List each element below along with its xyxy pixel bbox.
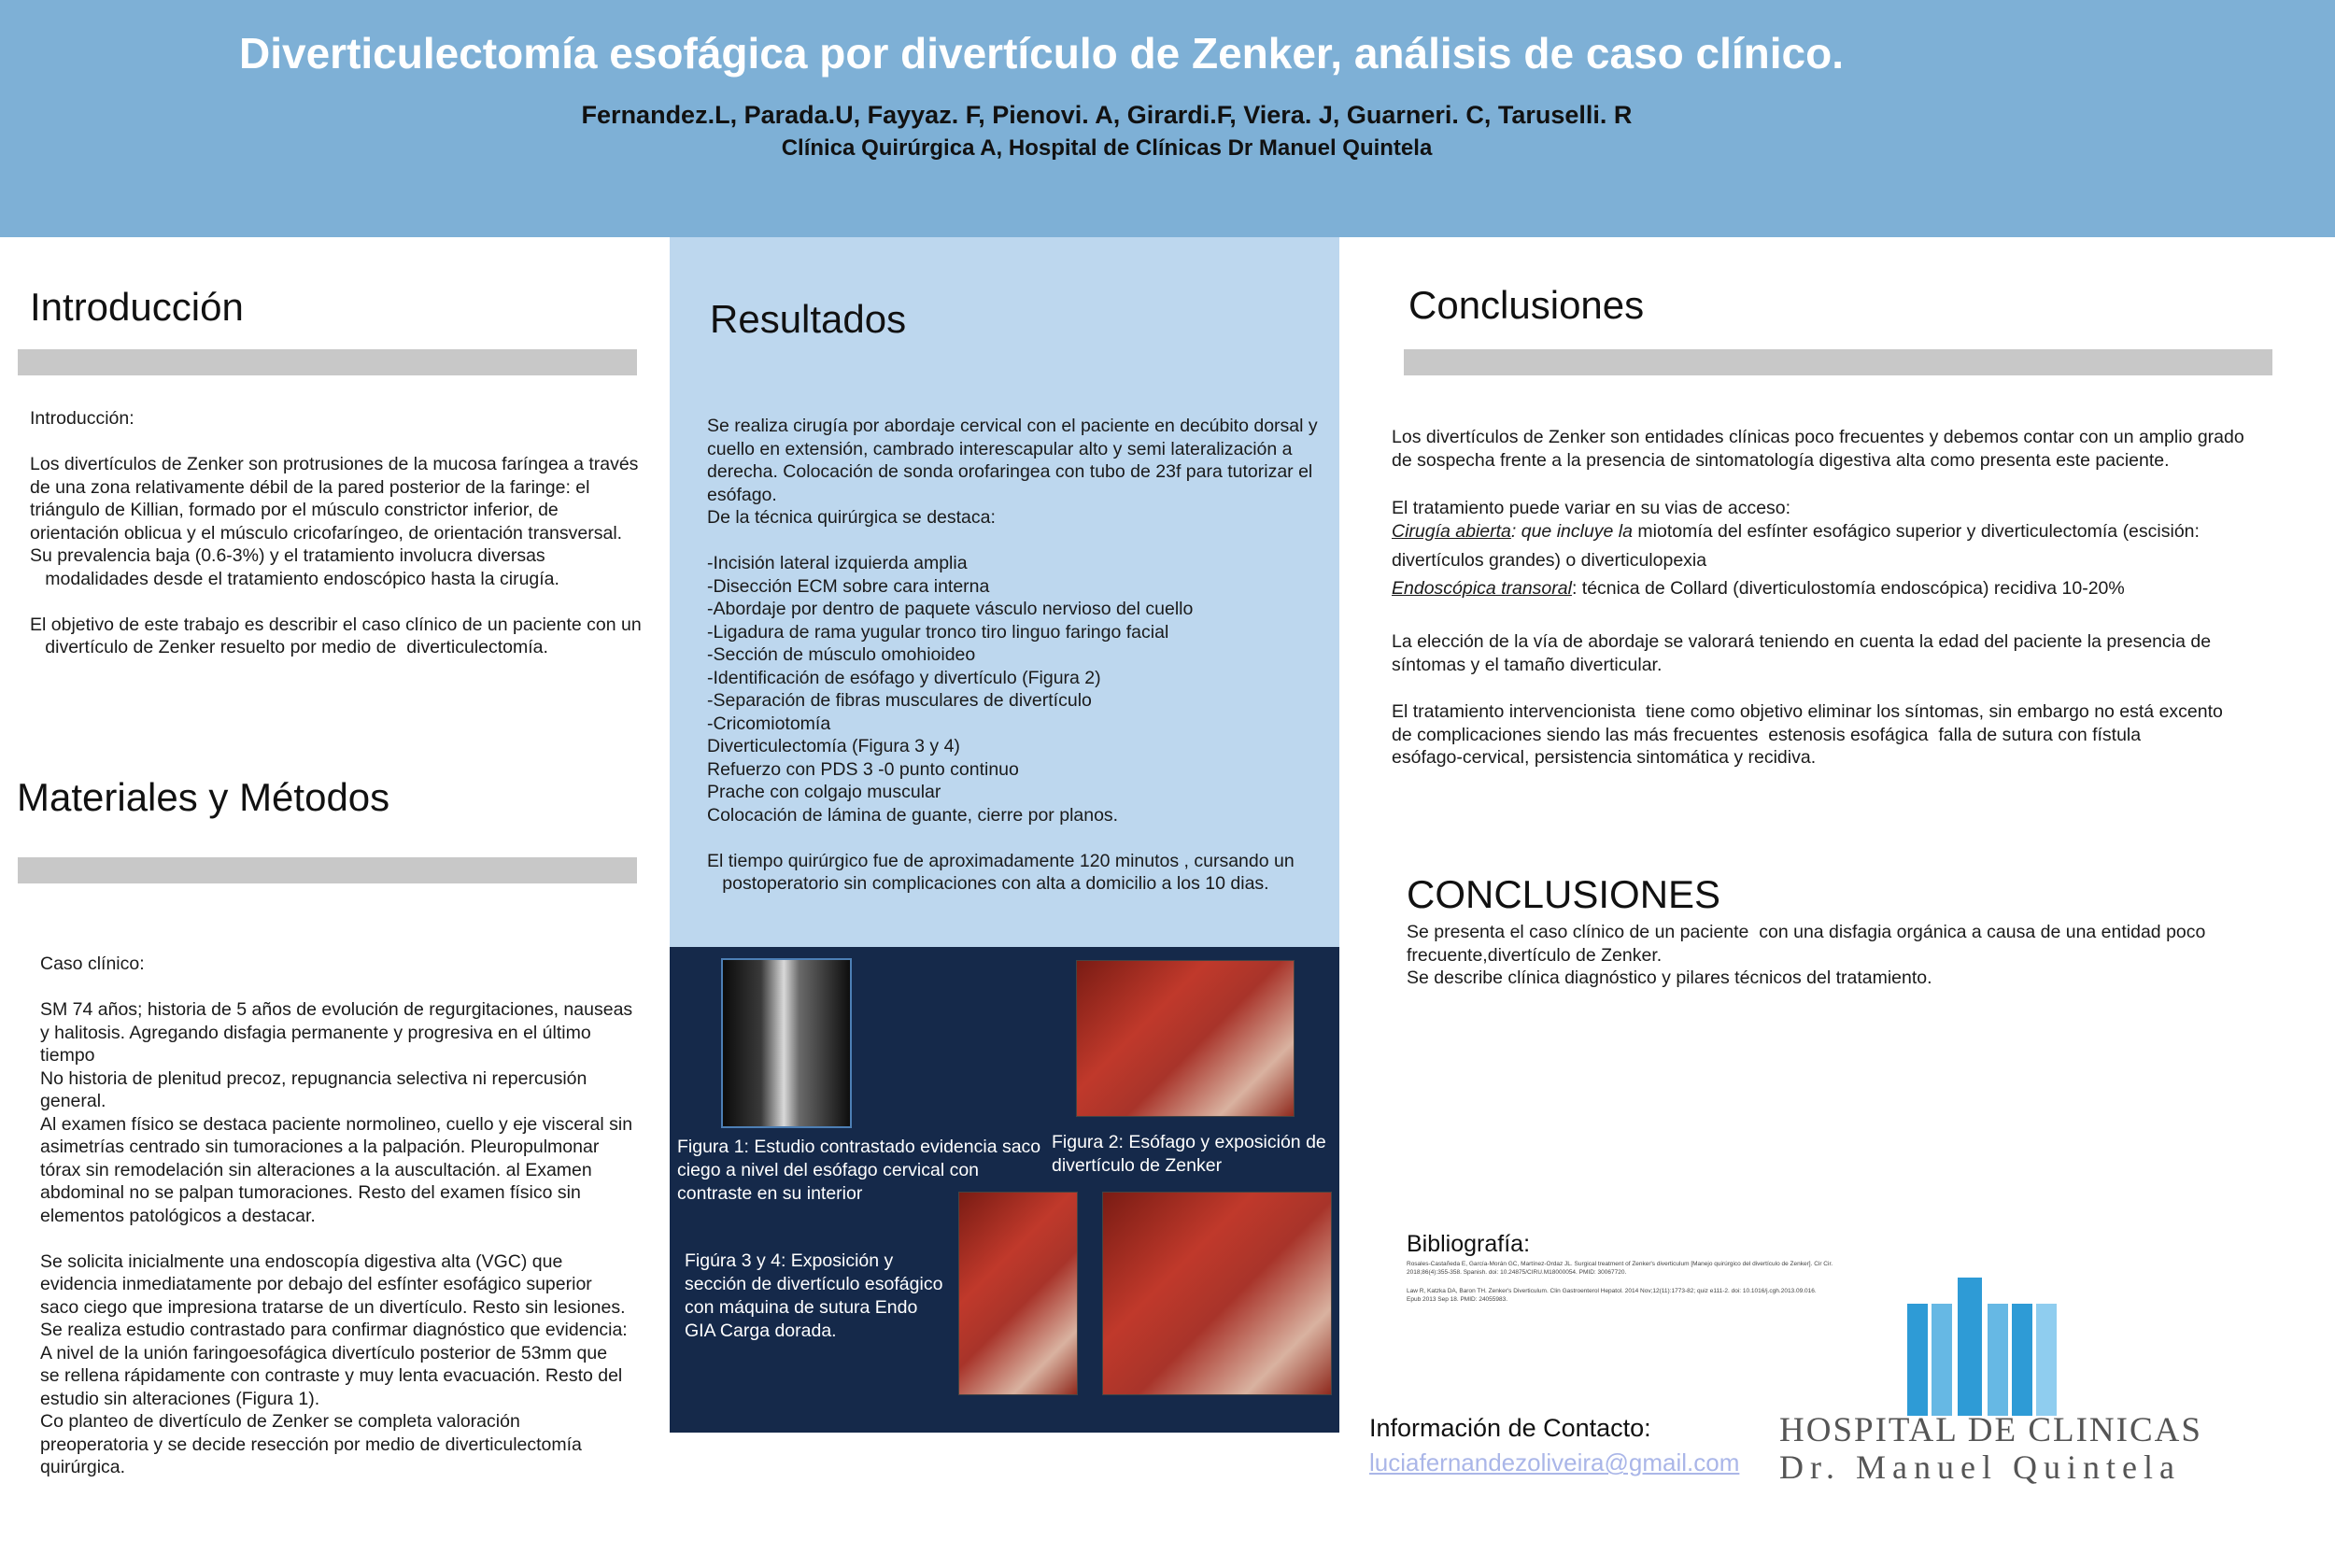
endoscopic-label: Endoscópica transoral [1392,578,1572,599]
conclusions-p4: El tratamiento intervencionista tiene como objetivo eliminar los síntomas, sin embargo no está excento de complicaciones siendo las más frecuentes estenosis esofágica falla de sutura con fístula esófago-cervical, persistencia sintomática y recidiva. [1392,701,2223,768]
results-title: Resultados [710,297,907,341]
contact-title: Información de Contacto: [1369,1414,1651,1442]
conclusions-divider [1404,349,2272,375]
open-surgery-italic: : que incluye la [1510,521,1633,542]
affiliation: Clínica Quirúrgica A, Hospital de Clínicas Dr Manuel Quintela [781,135,1433,161]
methods-divider [18,857,637,883]
figure-4-photo [1102,1192,1332,1395]
logo-text-line-2: Dr. Manuel Quintela [1779,1448,2181,1486]
intro-divider [18,349,637,375]
methods-title: Materiales y Métodos [17,775,390,819]
open-surgery-text: miotomía del esfínter esofágico superior y diverticulectomía (escisión: [1633,521,2200,542]
conclusions-endoscopic [1392,577,2307,600]
results-text: Se realiza cirugía por abordaje cervical con el paciente en decúbito dorsal y cuello en extensión, cambrado interescapular alto y semi lateralización a derecha. Colocación de sonda orofaringea con tubo de 23f para tutorizar el esófago. De la técnica quirúrgica se destaca: -Incisión lateral izquierda amplia -Disección ECM sobre cara interna -Abordaje por dentro de paquete vásculo nervioso del cuello -Ligadura de rama yugular tronco tiro linguo faringo facial -Sección de músculo omohioideo -Identificación de esófago y divertículo (Figura 2) -Separación de fibras musculares de divertículo -Cricomiotomía Diverticulectomía (Figura 3 y 4) Refuerzo con PDS 3 -0 punto continuo Prache con colgajo muscular Colocación de lámina de guante, cierre por planos. El tiempo quirúrgico fue de aproximadamente 120 minutos , cursando un postoperatorio sin complicaciones con alta a domicilio a los 10 dias. [707,416,1318,894]
conclusions-p1: Los divertículos de Zenker son entidades clínicas poco frecuentes y debemos contar con un amplio grado de sospecha frente a la presencia de sintomatología digestiva alta como presenta este paciente. [1392,427,2244,471]
endoscopic-text: : técnica de Collard (diverticulostomía endoscópica) recidiva 10-20% [1571,578,2125,599]
conclusions-open-surgery [1392,520,2307,544]
logo-bar-3 [1958,1278,1982,1416]
figure-1-caption: Figura 1: Estudio contrastado evidencia saco ciego a nivel del esófago cervical con contraste en su interior [677,1137,1041,1204]
figure-2-caption: Figura 2: Esófago y exposición de divertículo de Zenker [1052,1132,1326,1176]
conclusions-p2-intro: El tratamiento puede variar en su vias de acceso: [1392,498,1791,518]
methods-text: Caso clínico: SM 74 años; historia de 5 años de evolución de regurgitaciones, nauseas y halitosis. Agregando disfagia permanente y progresiva en el último tiempo No historia de plenitud precoz, repugnancia selectiva ni repercusión general. Al examen físico se destaca paciente normolineo, cuello y eje visceral sin asimetrías centrado sin tumoraciones a la palpación. Pleuropulmonar tórax sin remodelación sin alteraciones a la auscultación. al Examen abdominal no se palpan tumoraciones. Resto del examen físico sin elementos patológicos a destacar. Se solicita inicialmente una endoscopía digestiva alta (VGC) que evidencia inmediatamente por debajo del esfínter esofágico superior saco ciego que impresiona tratarse de un divertículo. Resto sin lesiones. Se realiza estudio contrastado para confirmar diagnóstico que evidencia: A nivel de la unión faringoesofágica divertículo posterior de 53mm que se rellena rápidamente con contraste y muy lenta evacuación. Resto del estudio sin alteraciones (Figura 1). Co planteo de divertículo de Zenker se completa valoración preoperatoria y se decide resección por medio de diverticulectomía quirúrgica. [40,954,633,1477]
figure-3-photo [958,1192,1078,1395]
logo-bar-2 [1932,1304,1952,1416]
logo-bar-1 [1907,1304,1928,1416]
figure-2-photo [1076,960,1295,1117]
logo-bar-4 [1988,1304,2008,1416]
conclusions-open-surgery-2: divertículos grandes) o diverticulopexia [1392,550,1707,571]
conclusions-p3: La elección de la vía de abordaje se valorará teniendo en cuenta la edad del paciente la presencia de síntomas y el tamaño diverticular. [1392,631,2212,675]
intro-title: Introducción [30,285,244,329]
bibliography-ref-2: Law R, Katzka DA, Baron TH. Zenker's Diverticulum. Clin Gastroenterol Hepatol. 2014 Nov;12(11):1773-82; quiz e111-2. doi: 10.1016/j.cgh.2013.09.016. Epub 2013 Sep 18. PMID: 24055983. [1407,1288,1817,1303]
open-surgery-label: Cirugía abierta [1392,521,1511,542]
bibliography-title: Bibliografía: [1407,1231,1531,1257]
authors: Fernandez.L, Parada.U, Fayyaz. F, Pienovi. A, Girardi.F, Viera. J, Guarneri. C, Taruselli. R [581,101,1633,129]
logo-text-line-1: HOSPITAL DE CLINICAS [1779,1411,2202,1449]
intro-text: Introducción: Los divertículos de Zenker son protrusiones de la mucosa faríngea a través de una zona relativamente débil de la pared posterior de la faringe: el triángulo de Killian, formado por el músculo constrictor inferior, de orientación oblicua y el músculo cricofaríngeo, de orientación transversal. Su prevalencia baja (0.6-3%) y el tratamiento involucra diversas modalidades desde el tratamiento endoscópico hasta la cirugía. El objetivo de este trabajo es describir el caso clínico de un paciente con un divertículo de Zenker resuelto por medio de diverticulectomía. [30,408,642,657]
bibliography-ref-1: Rosales-Castañeda E, García-Morán GC, Martínez-Ordaz JL. Surgical treatment of Zenker's diverticulum [Manejo quirúrgico del divertículo de Zenker]. Cir Cir. 2018;86(4):355-358. Spanish. doi: 10.24875/CIRU.M18000054. PMID: 30067720. [1407,1261,1833,1276]
conclusions2-text: Se presenta el caso clínico de un paciente con una disfagia orgánica a causa de una entidad poco frecuente,divertículo de Zenker. Se describe clínica diagnóstico y pilares técnicos del tratamiento. [1407,922,2206,988]
figure-1-xray [721,958,852,1128]
contact-email-link[interactable]: luciafernandezoliveira@gmail.com [1369,1448,1740,1476]
hospital-logo-icon [1905,1278,2064,1418]
conclusions2-title: CONCLUSIONES [1407,872,1721,916]
conclusions-title: Conclusiones [1408,283,1645,327]
poster-title: Diverticulectomía esofágica por divertículo de Zenker, análisis de caso clínico. [239,29,1844,78]
logo-bar-6 [2036,1304,2057,1416]
logo-bar-5 [2012,1304,2032,1416]
figure-34-caption: Figúra 3 y 4: Exposición y sección de divertículo esofágico con máquina de sutura Endo GIA Carga dorada. [685,1250,943,1341]
